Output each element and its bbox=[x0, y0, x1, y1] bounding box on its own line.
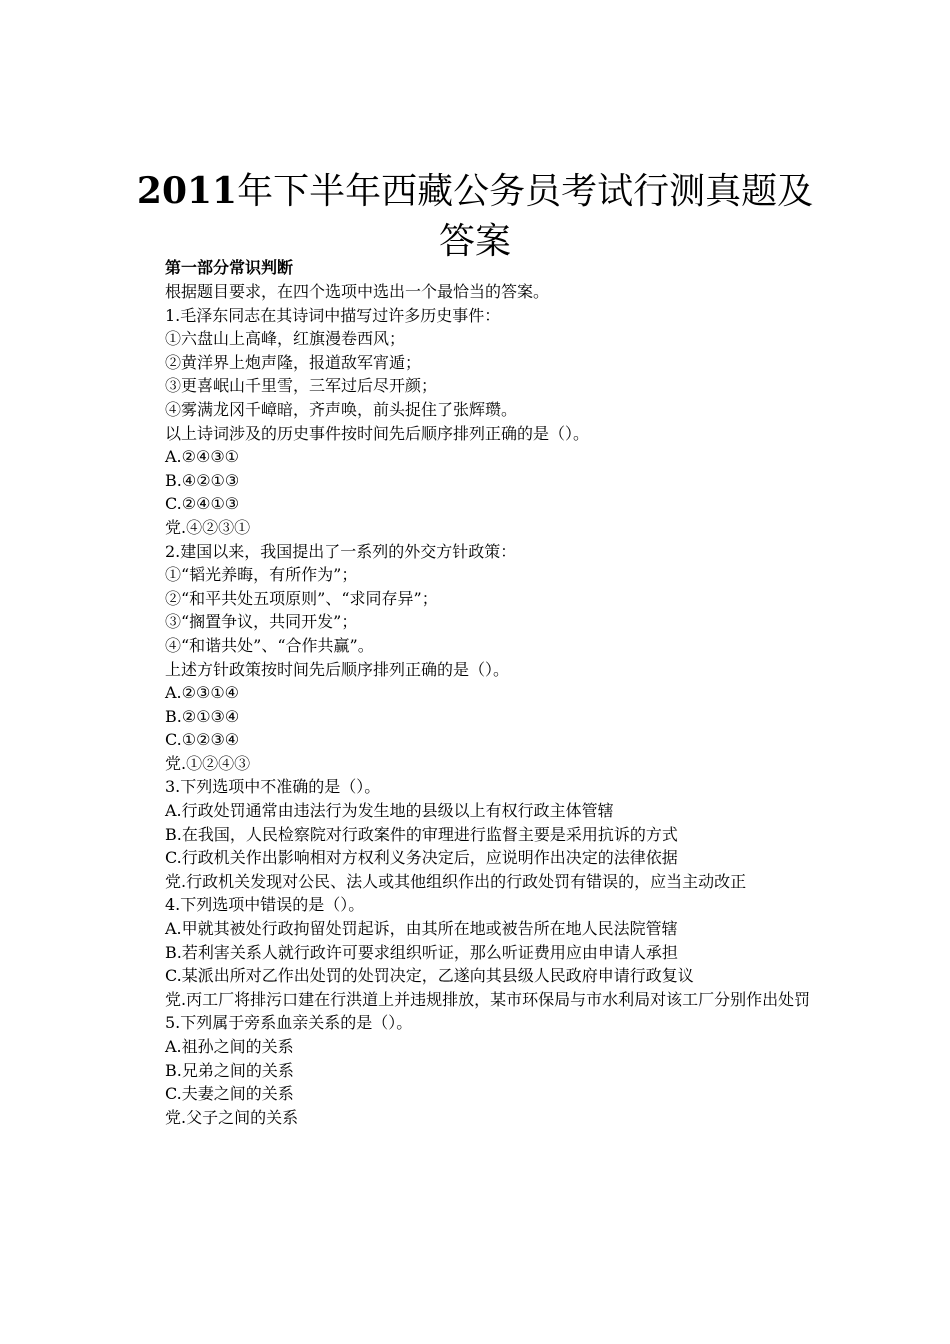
question-5-option-d: 党.父子之间的关系 bbox=[165, 1107, 299, 1127]
question-2-item: ④“和谐共处”、“合作共赢”。 bbox=[165, 635, 374, 655]
question-2-option-a: A.②③①④ bbox=[165, 683, 240, 703]
question-3-stem: 3.下列选项中不准确的是（）。 bbox=[165, 777, 381, 797]
question-1-item: ③更喜岷山千里雪，三军过后尽开颜； bbox=[165, 376, 438, 396]
question-3-option-d: 党.行政机关发现对公民、法人或其他组织作出的行政处罚有错误的，应当主动改正 bbox=[165, 871, 747, 891]
question-1-option-b: B.④②①③ bbox=[165, 470, 240, 490]
question-1-option-c: C.②④①③ bbox=[165, 494, 240, 514]
question-5-option-b: B.兄弟之间的关系 bbox=[165, 1060, 294, 1080]
question-2-prompt: 上述方针政策按时间先后顺序排列正确的是（）。 bbox=[165, 659, 510, 679]
question-1-prompt: 以上诗词涉及的历史事件按时间先后顺序排列正确的是（）。 bbox=[165, 423, 590, 443]
question-1-item: ①六盘山上高峰，红旗漫卷西风； bbox=[165, 329, 406, 349]
question-4-option-c: C.某派出所对乙作出处罚的处罚决定，乙遂向其县级人民政府申请行政复议 bbox=[165, 966, 694, 986]
question-2-option-d: 党.①②④③ bbox=[165, 753, 251, 773]
document-body bbox=[128, 280, 833, 1129]
question-2-item: ②“和平共处五项原则”、“求同存异”； bbox=[165, 588, 438, 608]
question-5-option-c: C.夫妻之间的关系 bbox=[165, 1084, 294, 1104]
question-4-stem: 4.下列选项中错误的是（）。 bbox=[165, 895, 365, 915]
question-1-option-a: A.②④③① bbox=[165, 447, 240, 467]
question-1-item: ②黄洋界上炮声隆，报道敌军宵遁； bbox=[165, 352, 422, 372]
question-3-option-b: B.在我国，人民检察院对行政案件的审理进行监督主要是采用抗诉的方式 bbox=[165, 824, 678, 844]
question-5-stem: 5.下列属于旁系血亲关系的是（）。 bbox=[165, 1013, 413, 1033]
document-title bbox=[120, 166, 830, 267]
question-4-option-a: A.甲就其被处行政拘留处罚起诉，由其所在地或被告所在地人民法院管辖 bbox=[165, 919, 678, 939]
question-2-item: ①“韬光养晦，有所作为”； bbox=[165, 565, 358, 585]
question-2-option-c: C.①②③④ bbox=[165, 730, 240, 750]
question-1-stem: 1.毛泽东同志在其诗词中描写过许多历史事件： bbox=[165, 305, 501, 325]
question-1-item: ④雾满龙冈千嶂暗，齐声唤，前头捉住了张辉瓒。 bbox=[165, 399, 518, 419]
question-2-stem: 2.建国以来，我国提出了一系列的外交方针政策： bbox=[165, 541, 517, 561]
question-1-option-d: 党.④②③① bbox=[165, 517, 251, 537]
question-3-option-a: A.行政处罚通常由违法行为发生地的县级以上有权行政主体管辖 bbox=[165, 801, 614, 821]
question-5-option-a: A.祖孙之间的关系 bbox=[165, 1037, 294, 1056]
question-4-option-d: 党.丙工厂将排污口建在行洪道上并违规排放，某市环保局与市水利局对该工厂分别作出处罚 bbox=[165, 989, 811, 1009]
instruction-line: 根据题目要求，在四个选项中选出一个最恰当的答案。 bbox=[165, 282, 550, 301]
question-2-option-b: B.②①③④ bbox=[165, 706, 240, 726]
question-2-item: ③“搁置争议，共同开发”； bbox=[165, 612, 358, 632]
question-3-option-c: C.行政机关作出影响相对方权利义务决定后，应说明作出决定的法律依据 bbox=[165, 848, 678, 868]
title-text: 年下半年西藏公务员考试行测真题及答案 bbox=[237, 171, 814, 262]
title-year: 2011 bbox=[136, 170, 238, 212]
section-heading: 第一部分常识判断 bbox=[165, 258, 294, 277]
question-4-option-b: B.若利害关系人就行政许可要求组织听证，那么听证费用应由申请人承担 bbox=[165, 942, 678, 962]
